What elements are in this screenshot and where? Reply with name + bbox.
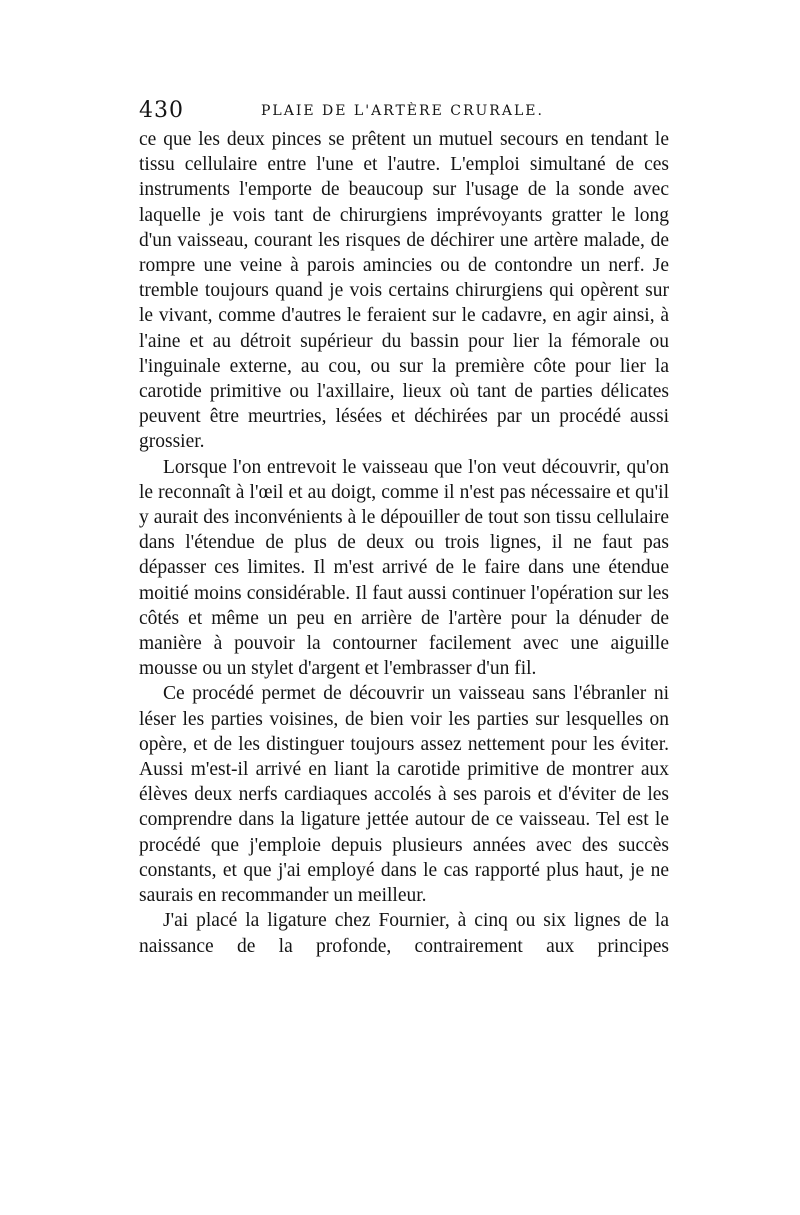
- paragraph: Ce procédé permet de découvrir un vaisseau sans l'ébranler ni léser les parties voisines, de bien voir les parties sur lesquelles on opère, et de les distinguer toujours assez nettement pour les éviter. Aussi m'est-il arrivé en liant la carotide primitive de montrer aux élèves deux nerfs cardiaques accolés à ses parois et d'éviter de les comprendre dans la ligature jettée autour de ce vaisseau. Tel est le procédé que j'emploie depuis plusieurs années avec des succès constants, et que j'ai employé dans le cas rapporté plus haut, je ne saurais en recommander un meilleur.: [139, 683, 669, 907]
- running-title: PLAIE DE L'ARTÈRE CRURALE.: [261, 103, 544, 119]
- page-number: 430: [139, 98, 184, 123]
- body-text: [139, 127, 669, 959]
- paragraph: ce que les deux pinces se prêtent un mutuel secours en tendant le tissu cellulaire entre l'une et l'autre. L'emploi simultané de ces instruments l'emporte de beaucoup sur l'usage de la sonde avec laquelle je vois tant de chirurgiens imprévoyants gratter le long d'un vaisseau, courant les risques de déchirer une artère malade, de rompre une veine à parois amincies ou de contondre un nerf. Je tremble toujours quand je vois certains chirurgiens qui opèrent sur le vivant, comme d'autres le feraient sur le cadavre, en agir ainsi, à l'aine et au détroit supérieur du bassin pour lier la fémorale ou l'inguinale externe, au cou, ou sur la première côte pour lier la carotide primitive ou l'axillaire, lieux où tant de parties délicates peuvent être meurtries, lésées et déchirées par un procédé aussi grossier.: [139, 129, 669, 453]
- paragraph: J'ai placé la ligature chez Fournier, à cinq ou six lignes de la naissance de la profonde, contrairement aux principes: [139, 910, 669, 957]
- paragraph: Lorsque l'on entrevoit le vaisseau que l'on veut découvrir, qu'on le reconnaît à l'œil et au doigt, comme il n'est pas nécessaire et qu'il y aurait des inconvénients à le dépouiller de tout son tissu cellulaire dans l'étendue de plus de deux ou trois lignes, il ne faut pas dépasser ces limites. Il m'est arrivé de le faire dans une étendue moitié moins considérable. Il faut aussi continuer l'opération sur les côtés et même un peu en arrière de l'artère pour la dénuder de manière à pouvoir la contourner facilement avec une aiguille mousse ou un stylet d'argent et l'embrasser d'un fil.: [139, 456, 669, 680]
- page-header: [139, 98, 665, 128]
